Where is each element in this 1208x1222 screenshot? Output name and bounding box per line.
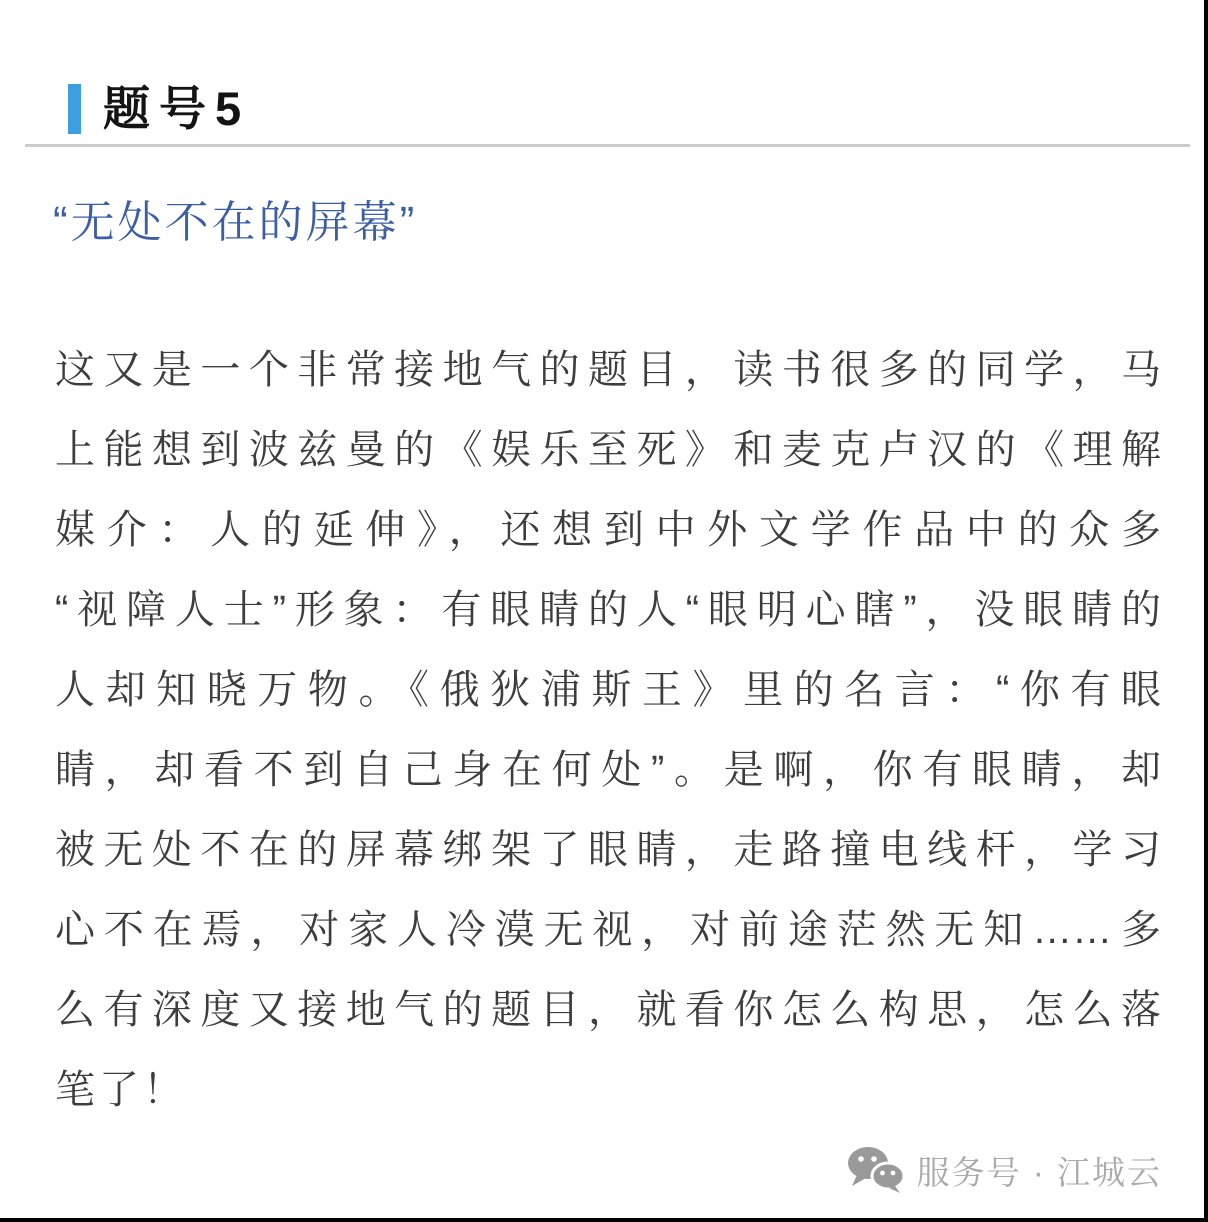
wechat-icon [847,1146,905,1194]
title-accent-bar [68,84,81,134]
body-line: 媒介：人的延伸》，还想到中外文学作品中的众多 [55,508,1161,552]
body-line: “视障人士”形象：有眼睛的人“眼明心瞎”，没眼睛的 [55,588,1161,632]
screenshot-edge-bottom [0,1218,1208,1222]
watermark-label: 服务号 · 江城云 [916,1153,1162,1191]
article-body [55,330,1161,1130]
body-line: 上能想到波兹曼的《娱乐至死》和麦克卢汉的《理解 [55,428,1161,472]
body-line: 被无处不在的屏幕绑架了眼睛，走路撞电线杆，学习 [55,828,1161,872]
watermark [847,1146,1162,1194]
body-line: 笔了！ [55,1068,187,1112]
body-line: 么有深度又接地气的题目，就看你怎么构思，怎么落 [55,988,1161,1032]
body-line: 心不在焉，对家人冷漠无视，对前途茫然无知……多 [55,908,1161,952]
section-header [68,84,250,134]
body-line: 睛，却看不到自己身在何处”。是啊，你有眼睛，却 [55,748,1161,792]
screenshot-edge-right [1204,0,1208,1222]
article-subtitle: “无处不在的屏幕” [53,198,418,247]
header-divider [25,144,1190,147]
body-line: 这又是一个非常接地气的题目，读书很多的同学，马 [55,348,1161,392]
page-title: 题号5 [103,82,251,135]
body-line: 人却知晓万物。《俄狄浦斯王》里的名言：“你有眼 [55,668,1161,712]
